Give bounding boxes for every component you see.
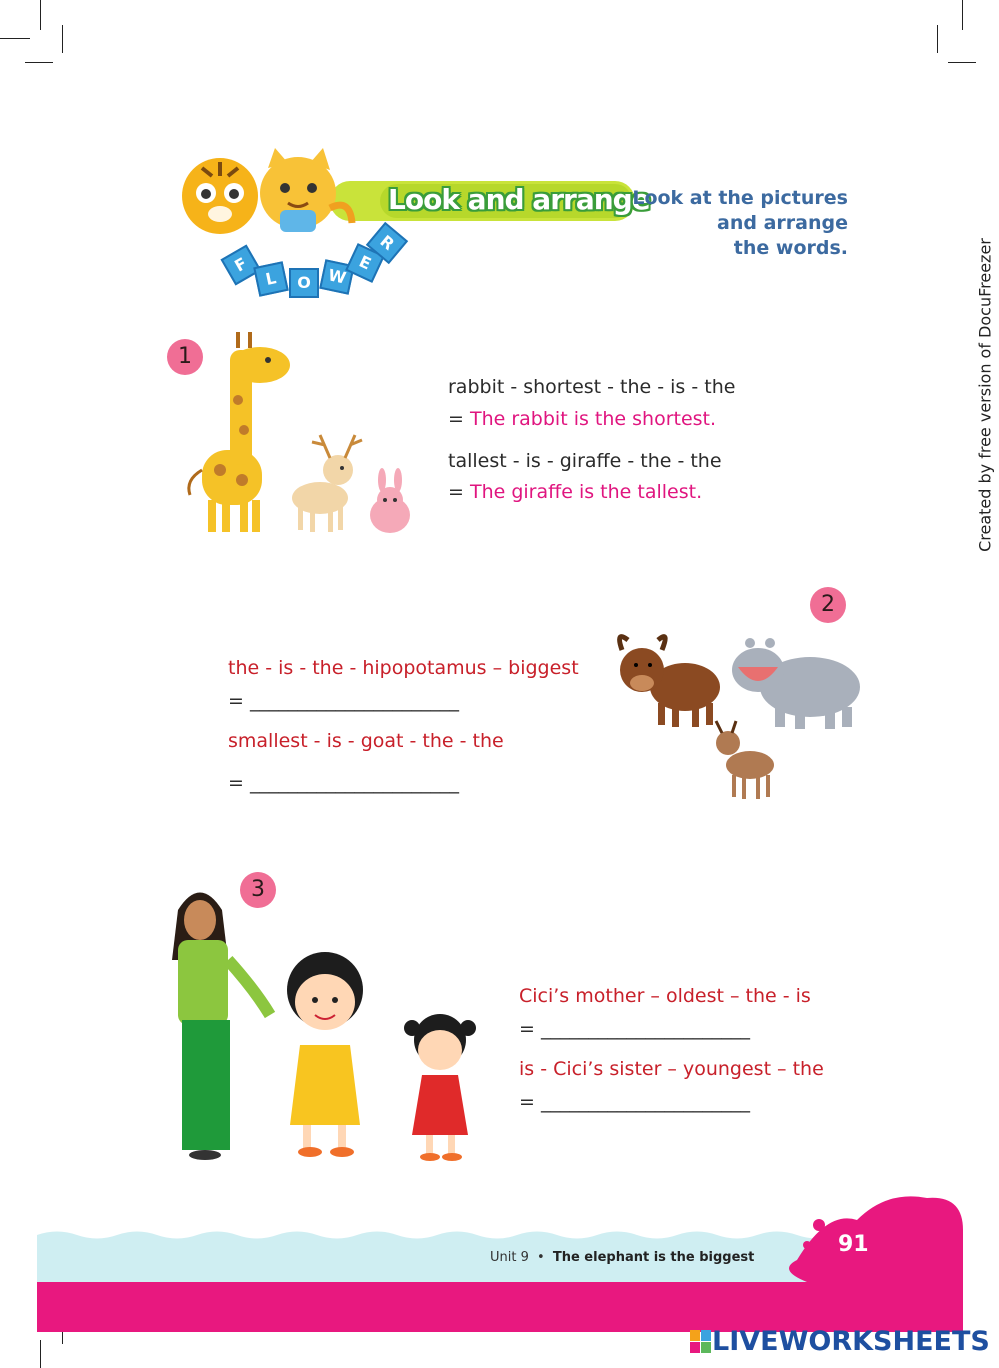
question-2b-words: smallest - is - goat - the - the (228, 730, 504, 752)
question-1b-words: tallest - is - giraffe - the - the (448, 450, 722, 472)
flower-tile: R (366, 222, 408, 264)
crop-mark (25, 62, 53, 63)
flower-tile: F (221, 245, 262, 286)
giraffe-icon (189, 332, 290, 532)
crop-mark (40, 0, 41, 30)
flower-tile: L (253, 261, 289, 297)
exercise-number: 1 (167, 339, 203, 375)
exercise-number: 3 (240, 872, 276, 908)
unit-number: Unit 9 (490, 1250, 529, 1265)
question-3b-words: is - Cici’s sister – youngest – the (519, 1058, 824, 1080)
flower-tile: E (345, 243, 385, 283)
instruction-text: Look at the pictures and arrange the words. (632, 187, 848, 259)
page-splash (789, 1196, 963, 1282)
answer-text: The rabbit is the shortest. (469, 408, 717, 430)
crop-mark (948, 62, 976, 63)
answer-3a-blank[interactable]: = ______________________ (519, 1018, 750, 1040)
answer-1a (448, 408, 716, 430)
liveworksheets-icon (690, 1330, 712, 1354)
giraffe-deer-rabbit-illustration (180, 330, 420, 545)
crop-mark (962, 0, 963, 30)
buffalo-hippo-goat-illustration (610, 625, 870, 805)
answer-text: The giraffe is the tallest. (469, 481, 703, 503)
unit-title: The elephant is the biggest (552, 1250, 755, 1265)
flower-tile: W (319, 259, 355, 295)
goat-icon (716, 721, 774, 799)
buffalo-icon (620, 637, 720, 727)
question-2a-words: the - is - the - hipopotamus – biggest (228, 657, 579, 679)
section-title: Look and arrange (388, 183, 650, 216)
footer-unit-label (490, 1250, 754, 1265)
exercise-number: 2 (810, 587, 846, 623)
hippo-icon (732, 638, 860, 729)
answer-2b-blank[interactable]: = ______________________ (228, 772, 459, 794)
answer-equals: = (448, 481, 470, 503)
answer-3b-blank[interactable]: = ______________________ (519, 1091, 750, 1113)
crop-mark (0, 38, 30, 39)
footer-pink-bar (37, 1282, 963, 1332)
crop-mark (62, 25, 63, 53)
page-number: 91 (838, 1232, 869, 1257)
answer-1b (448, 481, 702, 503)
rabbit-icon (370, 468, 410, 533)
crop-mark (937, 25, 938, 53)
cici-icon (287, 952, 363, 1157)
answer-2a-blank[interactable]: = ______________________ (228, 690, 459, 712)
brand-name: LIVEWORKSHEETS (712, 1326, 990, 1357)
crop-mark (40, 1340, 41, 1368)
family-illustration (160, 880, 500, 1165)
answer-equals: = (448, 408, 470, 430)
deer-icon (292, 435, 362, 532)
question-1a-words: rabbit - shortest - the - is - the (448, 376, 736, 398)
separator: • (537, 1250, 545, 1265)
liveworksheets-logo[interactable] (690, 1326, 990, 1357)
sister-icon (404, 1014, 476, 1161)
flower-tile: O (289, 268, 319, 298)
mother-icon (172, 893, 270, 1161)
watermark-text: Created by free version of DocuFreezer (975, 238, 995, 552)
question-3a-words: Cici’s mother – oldest – the - is (519, 985, 811, 1007)
